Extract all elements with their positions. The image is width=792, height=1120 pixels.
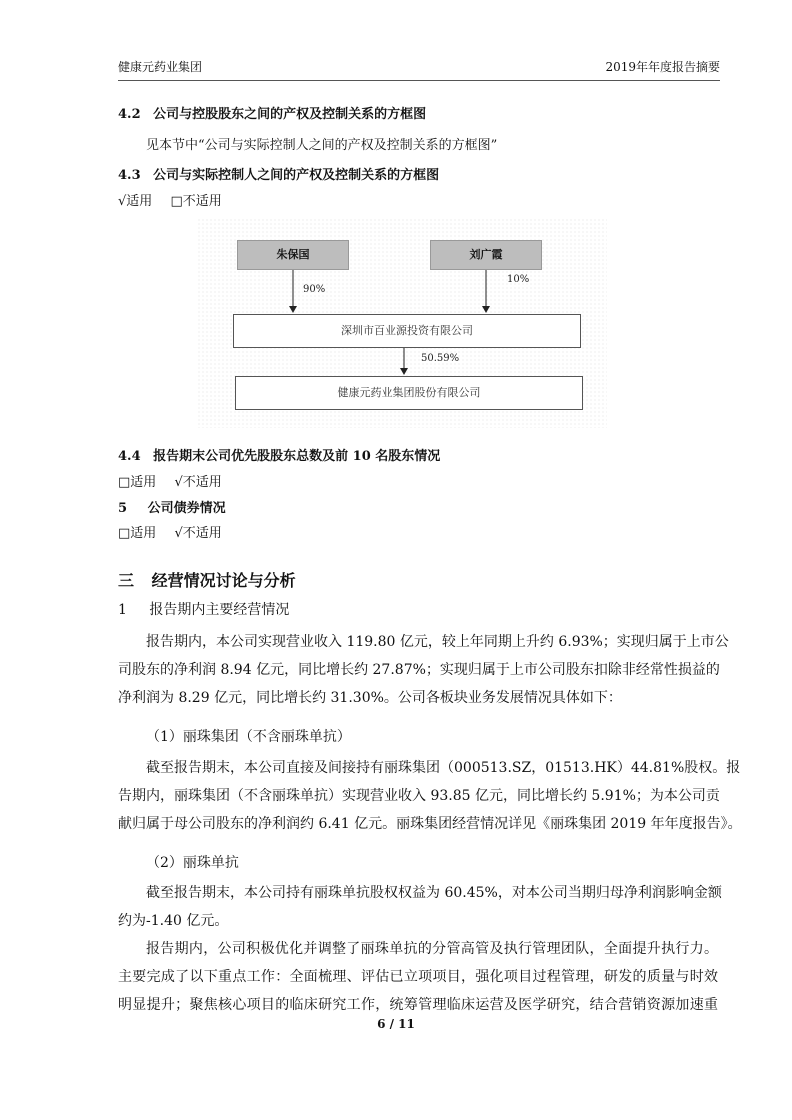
section-4-3-heading (118, 164, 439, 183)
section-title: 公司债券情况 (147, 501, 226, 516)
holding-company-box: 深圳市百业源投资有限公司 (233, 314, 581, 348)
paragraph-line: 截至报告期末，本公司持有丽珠单抗股权权益为 60.45%，对本公司当期归母净利润影响金额 (146, 885, 722, 901)
section-4-2-heading (118, 103, 426, 122)
subsection-title: 报告期内主要经营情况 (149, 602, 290, 618)
section-4-4-options (118, 471, 222, 490)
header-company: 健康元药业集团 (118, 60, 203, 74)
ownership-diagram (197, 218, 607, 428)
section-5-options (118, 522, 222, 541)
section-number: 4.4 (118, 449, 141, 464)
owner2-share: 10% (507, 274, 530, 285)
chapter-3-heading (118, 568, 296, 591)
paragraph-line: 约为-1.40 亿元。 (118, 913, 229, 929)
applicable-option: √适用 (118, 194, 153, 209)
not-applicable-option: √不适用 (174, 475, 222, 490)
owner-box-1: 朱保国 (237, 240, 349, 270)
applicable-option: □适用 (118, 526, 157, 541)
subheading-lizhu-mab: （2）丽珠单抗 (146, 855, 239, 871)
paragraph-lizhu-group (118, 754, 742, 838)
not-applicable-option: □不适用 (170, 194, 222, 209)
listed-company-box: 健康元药业集团股份有限公司 (235, 376, 583, 410)
applicable-option: □适用 (118, 475, 157, 490)
chapter-title: 经营情况讨论与分析 (151, 571, 296, 590)
paragraph-line: 司股东的净利润 8.94 亿元，同比增长约 27.87%；实现归属于上市公司股东扣除非经常性损益的 (118, 662, 720, 678)
paragraph-line: 截至报告期末，本公司直接及间接持有丽珠集团（000513.SZ，01513.HK）44.81%股权。报 (146, 760, 741, 776)
paragraph-line: 献归属于母公司股东的净利润约 6.41 亿元。丽珠集团经营情况详见《丽珠集团 2019 年年度报告》。 (118, 816, 742, 832)
diagram-arrows (197, 218, 607, 428)
page-number: 6 / 11 (377, 1017, 415, 1031)
paragraph-line: 主要完成了以下重点工作：全面梳理、评估已立项项目，强化项目过程管理，研发的质量与时效 (118, 969, 718, 985)
paragraph-lizhu-mab-equity (118, 879, 722, 935)
owner-box-2: 刘广霞 (430, 240, 542, 270)
section-title: 公司与控股股东之间的产权及控制关系的方框图 (153, 107, 427, 122)
section-title: 报告期末公司优先股股东总数及前 10 名股东情况 (153, 449, 441, 464)
section-4-3-options (118, 190, 222, 209)
paragraph-lizhu-mab-work (118, 935, 718, 1019)
owner1-share: 90% (303, 284, 326, 295)
section-4-4-heading (118, 445, 440, 464)
holding-share: 50.59% (421, 353, 460, 364)
section-4-2-body: 见本节中“公司与实际控制人之间的产权及控制关系的方框图” (146, 138, 498, 153)
subsection-number: 1 (118, 602, 127, 618)
header-report-title: 2019年年度报告摘要 (605, 60, 720, 74)
paragraph-line: 告期内，丽珠集团（不含丽珠单抗）实现营业收入 93.85 亿元，同比增长约 5.91%；为本公司贡 (118, 788, 720, 804)
not-applicable-option: √不适用 (174, 526, 222, 541)
paragraph-line: 报告期内，本公司实现营业收入 119.80 亿元，较上年同期上升约 6.93%；实现归属于上市公 (146, 634, 729, 650)
chapter-number: 三 (118, 571, 135, 590)
paragraph-line: 净利润为 8.29 亿元，同比增长约 31.30%。公司各板块业务发展情况具体如下： (118, 690, 622, 706)
paragraph-revenue-summary (118, 628, 729, 712)
subsection-1-heading (118, 599, 289, 619)
section-number: 4.2 (118, 107, 141, 122)
header-rule (118, 80, 720, 81)
section-number: 5 (118, 501, 128, 516)
subheading-lizhu-group: （1）丽珠集团（不含丽珠单抗） (146, 729, 351, 745)
paragraph-line: 报告期内，公司积极优化并调整了丽珠单抗的分管高管及执行管理团队，全面提升执行力。 (146, 941, 718, 957)
paragraph-line: 明显提升；聚焦核心项目的临床研究工作，统筹管理临床运营及医学研究，结合营销资源加速重 (118, 997, 718, 1013)
section-5-heading (118, 497, 226, 516)
section-number: 4.3 (118, 168, 141, 183)
section-title: 公司与实际控制人之间的产权及控制关系的方框图 (153, 168, 440, 183)
